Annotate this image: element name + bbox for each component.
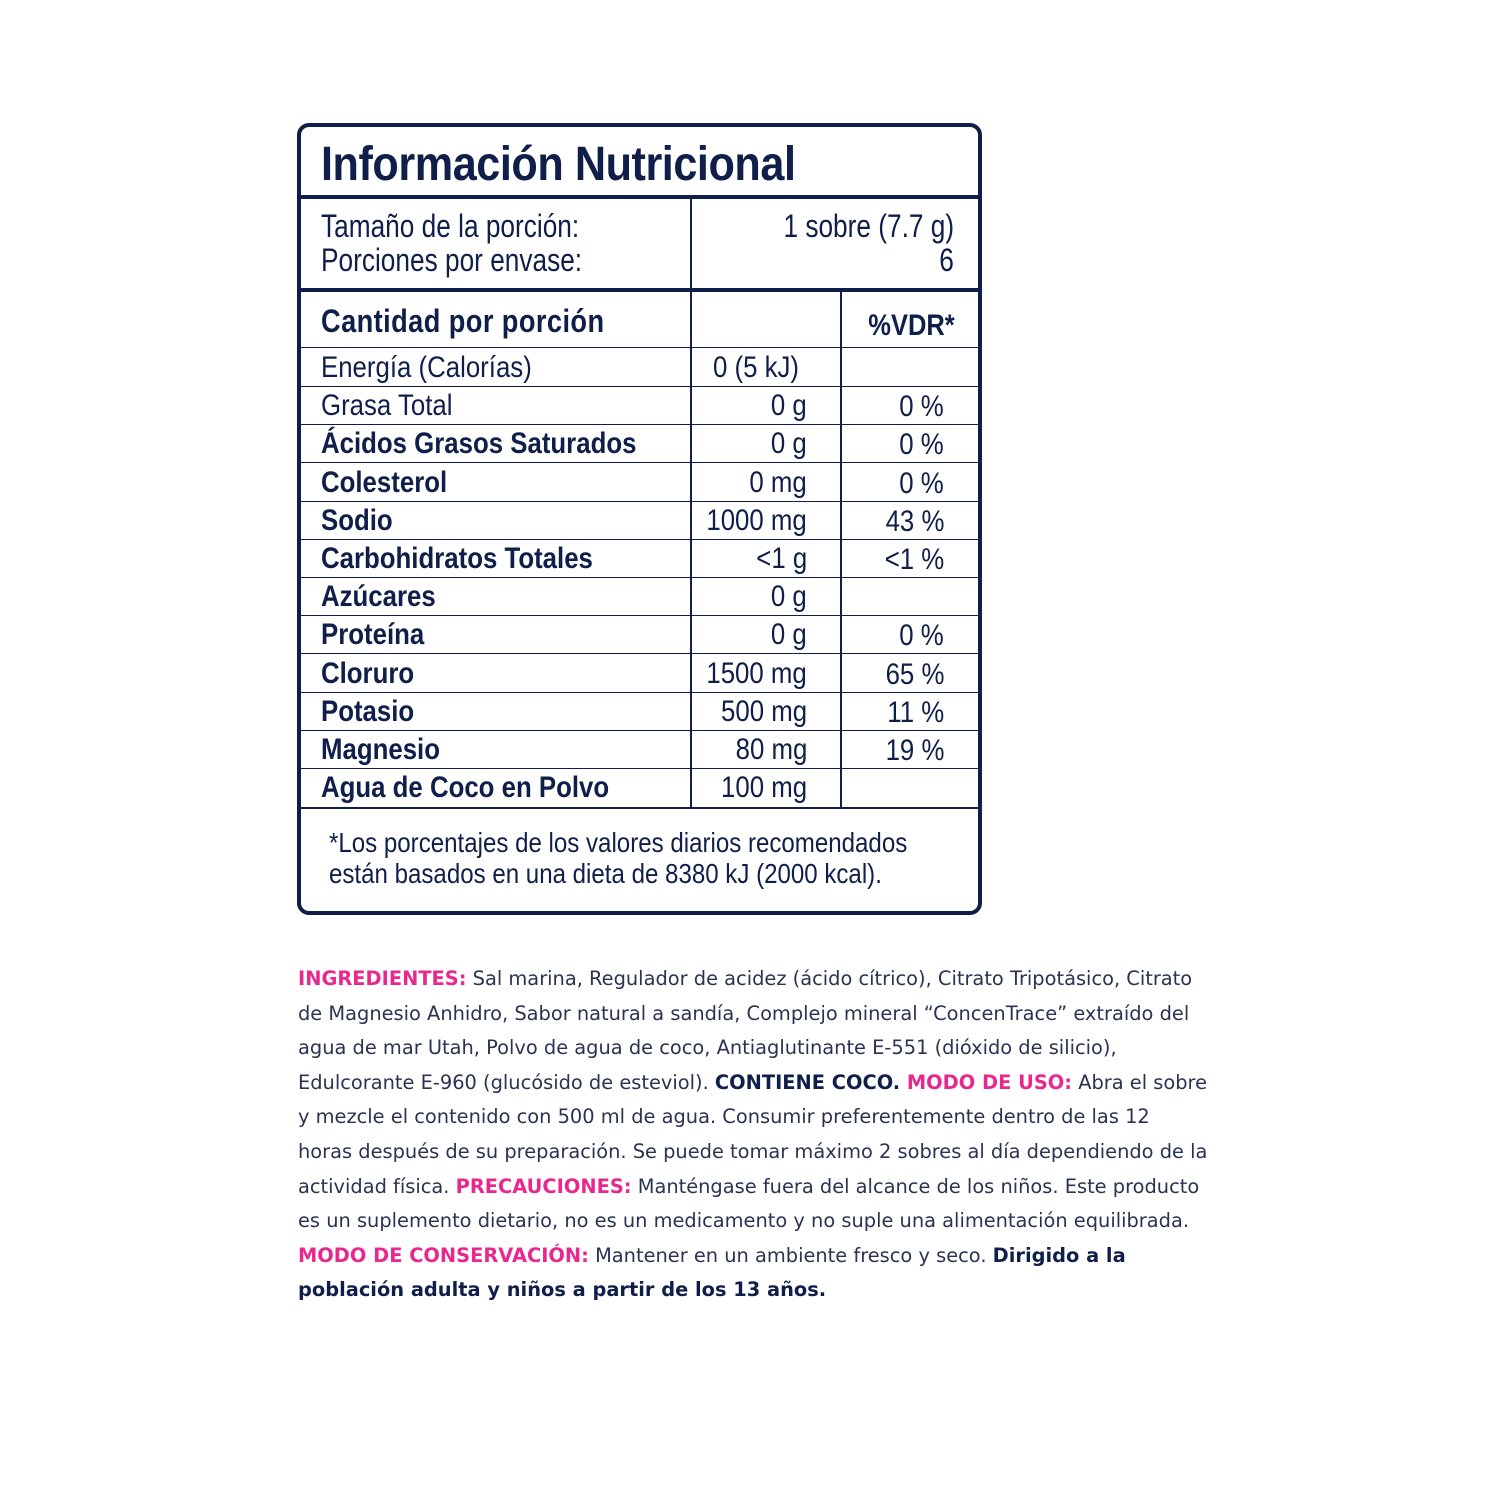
nutrient-name: Energía (Calorías): [321, 351, 532, 384]
nutrient-row: [301, 348, 978, 387]
nutrient-daily-value: 11 %: [887, 695, 944, 729]
vdr-heading: %VDR*: [868, 309, 955, 342]
nutrient-daily-value: 0 %: [899, 619, 944, 653]
servings-per-container-value: 6: [939, 242, 954, 278]
nutrient-amount: 0 g: [771, 618, 807, 652]
nutrient-daily-value: 43 %: [885, 504, 944, 538]
usage-text: Abra el sobre y mezcle el contenido con 500 ml de agua. Consumir preferentemente dentro de las 12 horas después de su preparación. Se puede tomar máximo 2 sobres al día dependiendo de la actividad física.: [298, 1070, 1208, 1198]
nutrient-name: Potasio: [321, 694, 415, 728]
servings-per-container-label: Porciones por envase:: [321, 242, 583, 278]
nutrient-amount: 1000 mg: [706, 503, 807, 537]
nutrient-name: Sodio: [321, 503, 393, 537]
nutrient-row: [301, 539, 978, 578]
precautions-label: PRECAUCIONES:: [455, 1174, 632, 1198]
nutrient-amount: 0 (5 kJ): [713, 351, 800, 384]
nutrient-name: Ácidos Grasos Saturados: [321, 427, 637, 461]
footnote-line-1: *Los porcentajes de los valores diarios recomendados: [329, 827, 908, 858]
ingredients-label: INGREDIENTES:: [298, 967, 467, 990]
nutrient-name: Colesterol: [321, 465, 448, 499]
nutrient-amount: 500 mg: [720, 694, 807, 728]
nutrient-daily-value: <1 %: [884, 543, 944, 576]
nutrient-name: Agua de Coco en Polvo: [321, 771, 610, 805]
serving-divider: [301, 288, 978, 292]
nutrient-amount: 1500 mg: [706, 656, 807, 690]
nutrient-row: [301, 768, 978, 806]
nutrient-name: Carbohidratos Totales: [321, 542, 593, 575]
nutrient-daily-value: 0 %: [899, 428, 944, 462]
nutrient-amount: <1 g: [756, 542, 807, 575]
panel-title: Información Nutricional: [321, 138, 796, 191]
ingredients-paragraph: [298, 962, 1208, 1308]
ingredients-text: Sal marina, Regulador de acidez (ácido cítrico), Citrato Tripotásico, Citrato de Magnesio Anhidro, Sabor natural a sandía, Complejo mineral “ConcenTrace” extraído del agua de mar Utah, Polvo de agua de coco, Antiaglutinante E-551 (dióxido de silicio), Edulcorante E-960 (glucósido de esteviol).: [298, 967, 1193, 1094]
nutrient-name: Proteína: [321, 618, 425, 652]
nutrient-amount: 0 g: [771, 427, 807, 461]
nutrient-row: [301, 577, 978, 616]
nutrient-name: Grasa Total: [321, 389, 453, 423]
nutrient-row: [301, 386, 978, 425]
nutrient-row: [301, 692, 978, 731]
nutrient-name: Azúcares: [321, 580, 436, 614]
amount-per-serving-heading: Cantidad por porción: [321, 303, 605, 339]
nutrient-row: [301, 730, 978, 769]
allergen-warning: CONTIENE COCO.: [714, 1070, 901, 1094]
nutrient-daily-value: 19 %: [885, 734, 944, 767]
nutrient-row: [301, 501, 978, 540]
serving-size-label: Tamaño de la porción:: [321, 208, 580, 244]
serving-size-value: 1 sobre (7.7 g): [783, 208, 954, 244]
nutrient-amount: 0 g: [771, 389, 807, 423]
precautions-text: Manténgase fuera del alcance de los niños. Este producto es un suplemento dietario, no es un medicamento y no suple una alimentación equilibrada.: [298, 1174, 1200, 1233]
nutrient-name: Cloruro: [321, 656, 415, 690]
nutrient-daily-value: 0 %: [899, 390, 944, 424]
nutrient-amount: 0 g: [771, 580, 807, 614]
nutrient-row: [301, 654, 978, 693]
nutrient-amount: 80 mg: [735, 733, 807, 766]
storage-text: Mantener en un ambiente fresco y seco.: [588, 1243, 993, 1267]
nutrition-facts-panel: [297, 123, 982, 915]
nutrient-amount: 0 mg: [749, 465, 807, 499]
nutrient-row: [301, 424, 978, 463]
nutrient-row: [301, 615, 978, 654]
nutrient-daily-value: 65 %: [885, 657, 944, 691]
nutrient-daily-value: 0 %: [899, 466, 944, 500]
target-audience: Dirigido a la población adulta y niños a partir de los 13 años.: [298, 1243, 1126, 1302]
nutrient-row: [301, 463, 978, 502]
nutrient-amount: 100 mg: [720, 771, 807, 805]
storage-label: MODO DE CONSERVACIÓN:: [298, 1243, 589, 1267]
nutrient-name: Magnesio: [321, 733, 440, 766]
footnote-divider: [301, 807, 978, 809]
footnote: [329, 827, 907, 889]
title-divider: [301, 195, 978, 199]
footnote-line-2: están basados en una dieta de 8380 kJ (2000 kcal).: [329, 858, 882, 889]
usage-label: MODO DE USO:: [900, 1070, 1073, 1094]
